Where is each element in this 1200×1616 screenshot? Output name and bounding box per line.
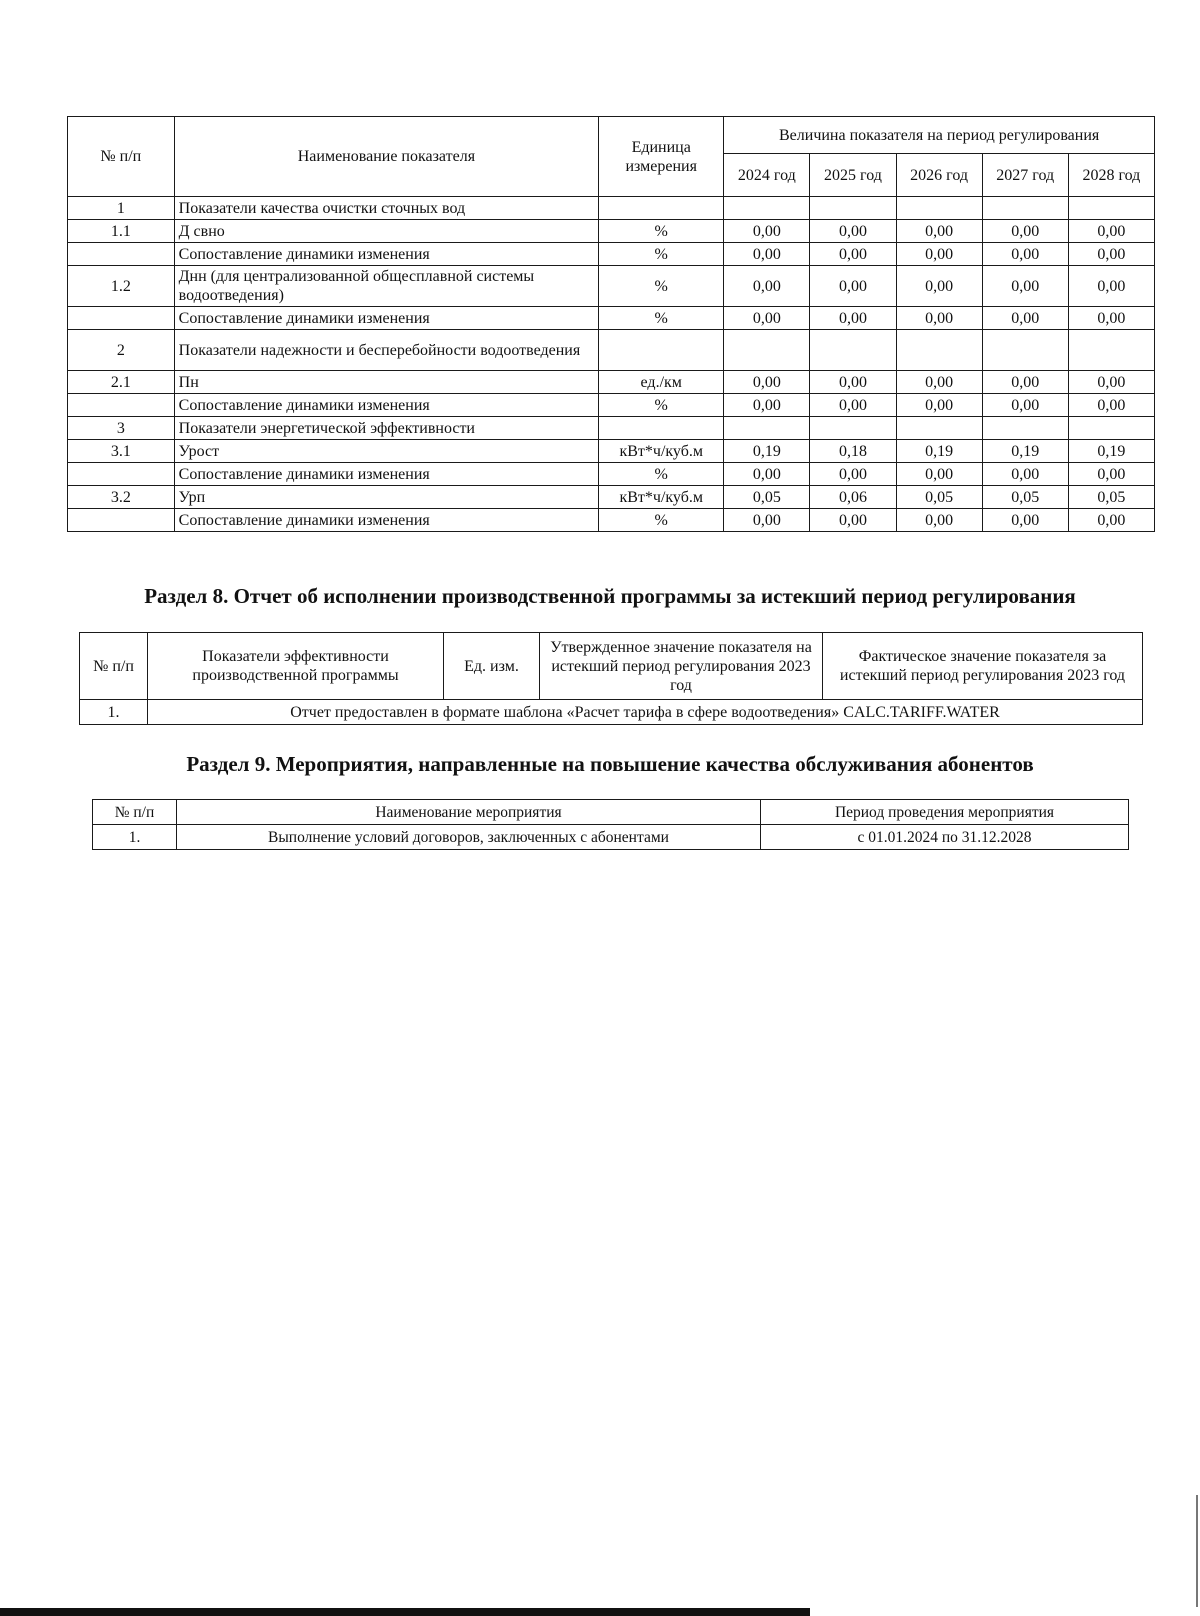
row-unit bbox=[599, 330, 724, 371]
measures-table bbox=[92, 799, 1129, 850]
row-unit: ед./км bbox=[599, 371, 724, 394]
table-header-row bbox=[80, 633, 1143, 700]
row-value: 0,00 bbox=[982, 266, 1068, 307]
row-value bbox=[982, 330, 1068, 371]
row-num bbox=[68, 463, 175, 486]
table-row bbox=[68, 486, 1155, 509]
row-name: Показатели энергетической эффективности bbox=[174, 417, 599, 440]
row-num bbox=[68, 307, 175, 330]
row-name: Показатели надежности и бесперебойности водоотведения bbox=[174, 330, 599, 371]
header-period: Период проведения мероприятия bbox=[761, 800, 1129, 825]
header-year: 2025 год bbox=[810, 154, 896, 197]
header-name: Наименование мероприятия bbox=[177, 800, 761, 825]
row-name: Показатели качества очистки сточных вод bbox=[174, 197, 599, 220]
row-value: 0,00 bbox=[724, 371, 810, 394]
row-value: 0,00 bbox=[896, 371, 982, 394]
indicators-table bbox=[67, 116, 1155, 532]
row-value: 0,00 bbox=[724, 463, 810, 486]
row-num bbox=[68, 243, 175, 266]
row-value: 0,00 bbox=[896, 307, 982, 330]
header-num: № п/п bbox=[80, 633, 148, 700]
row-value bbox=[724, 197, 810, 220]
row-value: 0,00 bbox=[724, 307, 810, 330]
table-row bbox=[80, 700, 1143, 725]
row-value: 0,19 bbox=[982, 440, 1068, 463]
row-value: 0,19 bbox=[896, 440, 982, 463]
row-value bbox=[724, 417, 810, 440]
row-unit: кВт*ч/куб.м bbox=[599, 440, 724, 463]
row-name: Пн bbox=[174, 371, 599, 394]
row-value: 0,00 bbox=[724, 243, 810, 266]
row-value: 0,00 bbox=[982, 220, 1068, 243]
row-value bbox=[1068, 197, 1154, 220]
table-row bbox=[68, 330, 1155, 371]
header-year: 2026 год bbox=[896, 154, 982, 197]
row-unit: кВт*ч/куб.м bbox=[599, 486, 724, 509]
row-name: Урост bbox=[174, 440, 599, 463]
row-unit: % bbox=[599, 394, 724, 417]
row-value: 0,00 bbox=[724, 394, 810, 417]
row-value: 0,19 bbox=[724, 440, 810, 463]
row-value: 0,00 bbox=[810, 394, 896, 417]
row-value: 0,00 bbox=[810, 307, 896, 330]
row-name: Выполнение условий договоров, заключенных с абонентами bbox=[177, 825, 761, 850]
row-num: 2 bbox=[68, 330, 175, 371]
row-unit bbox=[599, 417, 724, 440]
row-value bbox=[896, 197, 982, 220]
row-name: Сопоставление динамики изменения bbox=[174, 509, 599, 532]
row-value bbox=[810, 330, 896, 371]
row-value: 0,00 bbox=[810, 463, 896, 486]
row-value: 0,00 bbox=[1068, 307, 1154, 330]
row-value: 0,05 bbox=[1068, 486, 1154, 509]
row-value bbox=[1068, 330, 1154, 371]
row-value: 0,00 bbox=[724, 509, 810, 532]
row-num bbox=[68, 509, 175, 532]
row-value bbox=[810, 197, 896, 220]
row-num: 3.1 bbox=[68, 440, 175, 463]
row-value: 0,00 bbox=[1068, 266, 1154, 307]
row-value: 0,00 bbox=[1068, 371, 1154, 394]
row-value: 0,00 bbox=[810, 243, 896, 266]
row-num: 2.1 bbox=[68, 371, 175, 394]
row-value: 0,18 bbox=[810, 440, 896, 463]
table-row bbox=[68, 266, 1155, 307]
row-value bbox=[982, 197, 1068, 220]
header-approved: Утвержденное значение показателя на истекший период регулирования 2023 год bbox=[540, 633, 823, 700]
row-value: 0,19 bbox=[1068, 440, 1154, 463]
row-value bbox=[982, 417, 1068, 440]
row-value: 0,00 bbox=[1068, 394, 1154, 417]
row-value bbox=[724, 330, 810, 371]
table-row bbox=[68, 463, 1155, 486]
row-value: 0,00 bbox=[896, 243, 982, 266]
row-value bbox=[810, 417, 896, 440]
table-row bbox=[93, 825, 1129, 850]
row-value: 0,00 bbox=[982, 243, 1068, 266]
table-row bbox=[68, 243, 1155, 266]
row-name: Сопоставление динамики изменения bbox=[174, 394, 599, 417]
report-table bbox=[79, 632, 1143, 725]
table-row bbox=[68, 307, 1155, 330]
table-header-row bbox=[93, 800, 1129, 825]
row-name: Сопоставление динамики изменения bbox=[174, 307, 599, 330]
row-name: Сопоставление динамики изменения bbox=[174, 243, 599, 266]
row-value bbox=[896, 330, 982, 371]
row-value: 0,00 bbox=[982, 371, 1068, 394]
row-value: 0,05 bbox=[982, 486, 1068, 509]
row-num: 1.1 bbox=[68, 220, 175, 243]
header-year: 2027 год bbox=[982, 154, 1068, 197]
row-name: Д свно bbox=[174, 220, 599, 243]
row-value: 0,00 bbox=[896, 220, 982, 243]
row-unit: % bbox=[599, 509, 724, 532]
row-value bbox=[1068, 417, 1154, 440]
header-actual: Фактическое значение показателя за истекший период регулирования 2023 год bbox=[823, 633, 1143, 700]
row-value: 0,00 bbox=[1068, 509, 1154, 532]
scan-edge-line bbox=[1196, 1495, 1198, 1607]
table-row bbox=[68, 197, 1155, 220]
row-value: 0,00 bbox=[982, 394, 1068, 417]
row-unit: % bbox=[599, 220, 724, 243]
header-year: 2024 год bbox=[724, 154, 810, 197]
row-name: Сопоставление динамики изменения bbox=[174, 463, 599, 486]
table-row bbox=[68, 417, 1155, 440]
row-value: 0,00 bbox=[724, 266, 810, 307]
header-name: Наименование показателя bbox=[174, 117, 599, 197]
row-value: 0,00 bbox=[1068, 463, 1154, 486]
row-value: 0,00 bbox=[1068, 243, 1154, 266]
row-value: 0,00 bbox=[810, 220, 896, 243]
indicators-table-body bbox=[68, 117, 1155, 532]
header-year: 2028 год bbox=[1068, 154, 1154, 197]
table-header-row bbox=[68, 117, 1155, 154]
row-value: 0,05 bbox=[896, 486, 982, 509]
row-text: Отчет предоставлен в формате шаблона «Расчет тарифа в сфере водоотведения» CALC.TARIFF.WATER bbox=[148, 700, 1143, 725]
row-value: 0,00 bbox=[982, 463, 1068, 486]
row-unit: % bbox=[599, 266, 724, 307]
row-num: 3.2 bbox=[68, 486, 175, 509]
row-num: 1 bbox=[68, 197, 175, 220]
row-value: 0,00 bbox=[1068, 220, 1154, 243]
row-value: 0,00 bbox=[724, 220, 810, 243]
section-9-title: Раздел 9. Мероприятия, направленные на повышение качества обслуживания абонентов bbox=[186, 752, 1034, 776]
row-value: 0,00 bbox=[810, 509, 896, 532]
scan-edge-bar bbox=[0, 1608, 810, 1616]
header-indicator: Показатели эффективности производственной программы bbox=[148, 633, 444, 700]
header-period: Величина показателя на период регулирования bbox=[724, 117, 1155, 154]
row-num bbox=[68, 394, 175, 417]
row-num: 3 bbox=[68, 417, 175, 440]
row-value: 0,00 bbox=[982, 509, 1068, 532]
row-unit: % bbox=[599, 243, 724, 266]
row-name: Урп bbox=[174, 486, 599, 509]
section-8-title: Раздел 8. Отчет об исполнении производственной программы за истекший период регулирования bbox=[144, 584, 1076, 608]
row-value: 0,00 bbox=[896, 509, 982, 532]
row-num: 1. bbox=[80, 700, 148, 725]
row-value: 0,05 bbox=[724, 486, 810, 509]
row-value: 0,00 bbox=[982, 307, 1068, 330]
row-unit bbox=[599, 197, 724, 220]
row-value bbox=[896, 417, 982, 440]
header-unit: Единица измерения bbox=[599, 117, 724, 197]
table-row bbox=[68, 220, 1155, 243]
row-value: 0,00 bbox=[810, 371, 896, 394]
table-row bbox=[68, 440, 1155, 463]
table-row bbox=[68, 394, 1155, 417]
header-num: № п/п bbox=[68, 117, 175, 197]
table-row bbox=[68, 371, 1155, 394]
row-value: 0,00 bbox=[896, 394, 982, 417]
header-unit: Ед. изм. bbox=[444, 633, 540, 700]
row-value: 0,06 bbox=[810, 486, 896, 509]
row-period: с 01.01.2024 по 31.12.2028 bbox=[761, 825, 1129, 850]
row-value: 0,00 bbox=[896, 266, 982, 307]
row-name: Днн (для централизованной общесплавной системы водоотведения) bbox=[174, 266, 599, 307]
header-num: № п/п bbox=[93, 800, 177, 825]
row-unit: % bbox=[599, 307, 724, 330]
row-unit: % bbox=[599, 463, 724, 486]
row-num: 1.2 bbox=[68, 266, 175, 307]
row-num: 1. bbox=[93, 825, 177, 850]
table-row bbox=[68, 509, 1155, 532]
row-value: 0,00 bbox=[810, 266, 896, 307]
row-value: 0,00 bbox=[896, 463, 982, 486]
